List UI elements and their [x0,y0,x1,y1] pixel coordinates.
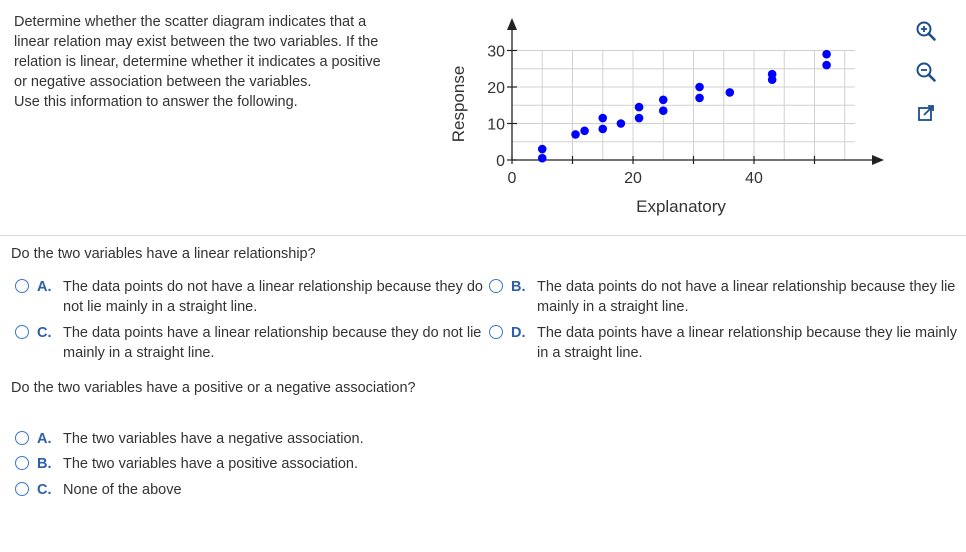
option-letter: C. [37,325,52,341]
data-point [659,95,668,104]
y-tick-label: 30 [487,43,505,61]
radio-button[interactable] [15,456,29,470]
zoom-out-icon [915,61,937,83]
question-1-prompt: Do the two variables have a linear relationship? [11,246,316,262]
data-point [768,70,777,79]
data-point [617,119,626,128]
data-point [598,125,607,134]
option-letter: D. [511,325,526,341]
data-point [580,127,589,136]
q1-option-c[interactable] [15,323,483,363]
option-text: The data points have a linear relationship because they lie mainly in a straight line. [537,325,957,361]
intro-line: linear relation may exist between the two variables. If the [14,34,379,50]
popout-button[interactable] [913,100,939,126]
x-axis-label: Explanatory [636,197,726,216]
option-text: The two variables have a negative association. [63,431,364,447]
popout-icon [916,103,936,123]
y-tick-label: 20 [487,80,505,97]
radio-button[interactable] [15,325,29,339]
data-point [659,106,668,115]
q2-option-a[interactable] [15,429,515,449]
y-axis-label: Response [449,65,468,143]
y-axis-arrow [507,18,517,30]
option-letter: A. [37,279,52,295]
option-letter: A. [37,431,52,447]
radio-button[interactable] [15,279,29,293]
y-tick-label: 0 [496,153,505,170]
data-point [822,61,831,70]
option-text: None of the above [63,482,182,498]
data-point [695,83,704,92]
radio-button[interactable] [15,482,29,496]
radio-button[interactable] [489,325,503,339]
option-text: The data points do not have a linear relationship because they lie mainly in a straight line. [537,279,956,315]
x-tick-label: 0 [507,170,517,187]
data-point [635,103,644,112]
data-point [695,94,704,103]
option-text: The data points do not have a linear relationship because they do not lie mainly in a straight line. [63,279,483,315]
radio-button[interactable] [15,431,29,445]
section-divider [0,235,966,236]
data-point [538,145,547,154]
q1-option-d[interactable] [489,323,957,363]
problem-intro [14,12,444,112]
intro-line: Use this information to answer the following. [14,94,298,110]
data-point [571,130,580,139]
data-point [726,88,735,97]
data-point [635,114,644,123]
scatter-plot [440,14,900,224]
q1-option-a[interactable] [15,277,483,317]
data-point [598,114,607,123]
graph-tools [913,18,943,141]
x-axis-arrow [872,155,884,165]
data-point [822,50,831,59]
zoom-out-button[interactable] [913,59,939,85]
x-tick-label: 20 [624,170,642,187]
zoom-in-icon [915,20,937,42]
q1-option-b[interactable] [489,277,957,317]
intro-line: relation is linear, determine whether it indicates a positive [14,54,381,70]
question-2-prompt: Do the two variables have a positive or a negative association? [11,380,416,396]
option-letter: B. [511,279,526,295]
q2-option-b[interactable] [15,454,515,474]
data-point [538,154,547,163]
radio-button[interactable] [489,279,503,293]
q2-option-c[interactable] [15,480,515,500]
intro-line: or negative association between the variables. [14,74,312,90]
intro-line: Determine whether the scatter diagram indicates that a [14,14,367,30]
option-letter: C. [37,482,52,498]
option-text: The two variables have a positive association. [63,456,358,472]
x-tick-label: 40 [745,170,763,187]
option-letter: B. [37,456,52,472]
y-tick-label: 10 [487,116,505,134]
zoom-in-button[interactable] [913,18,939,44]
option-text: The data points have a linear relationship because they do not lie mainly in a straight line. [63,325,482,361]
